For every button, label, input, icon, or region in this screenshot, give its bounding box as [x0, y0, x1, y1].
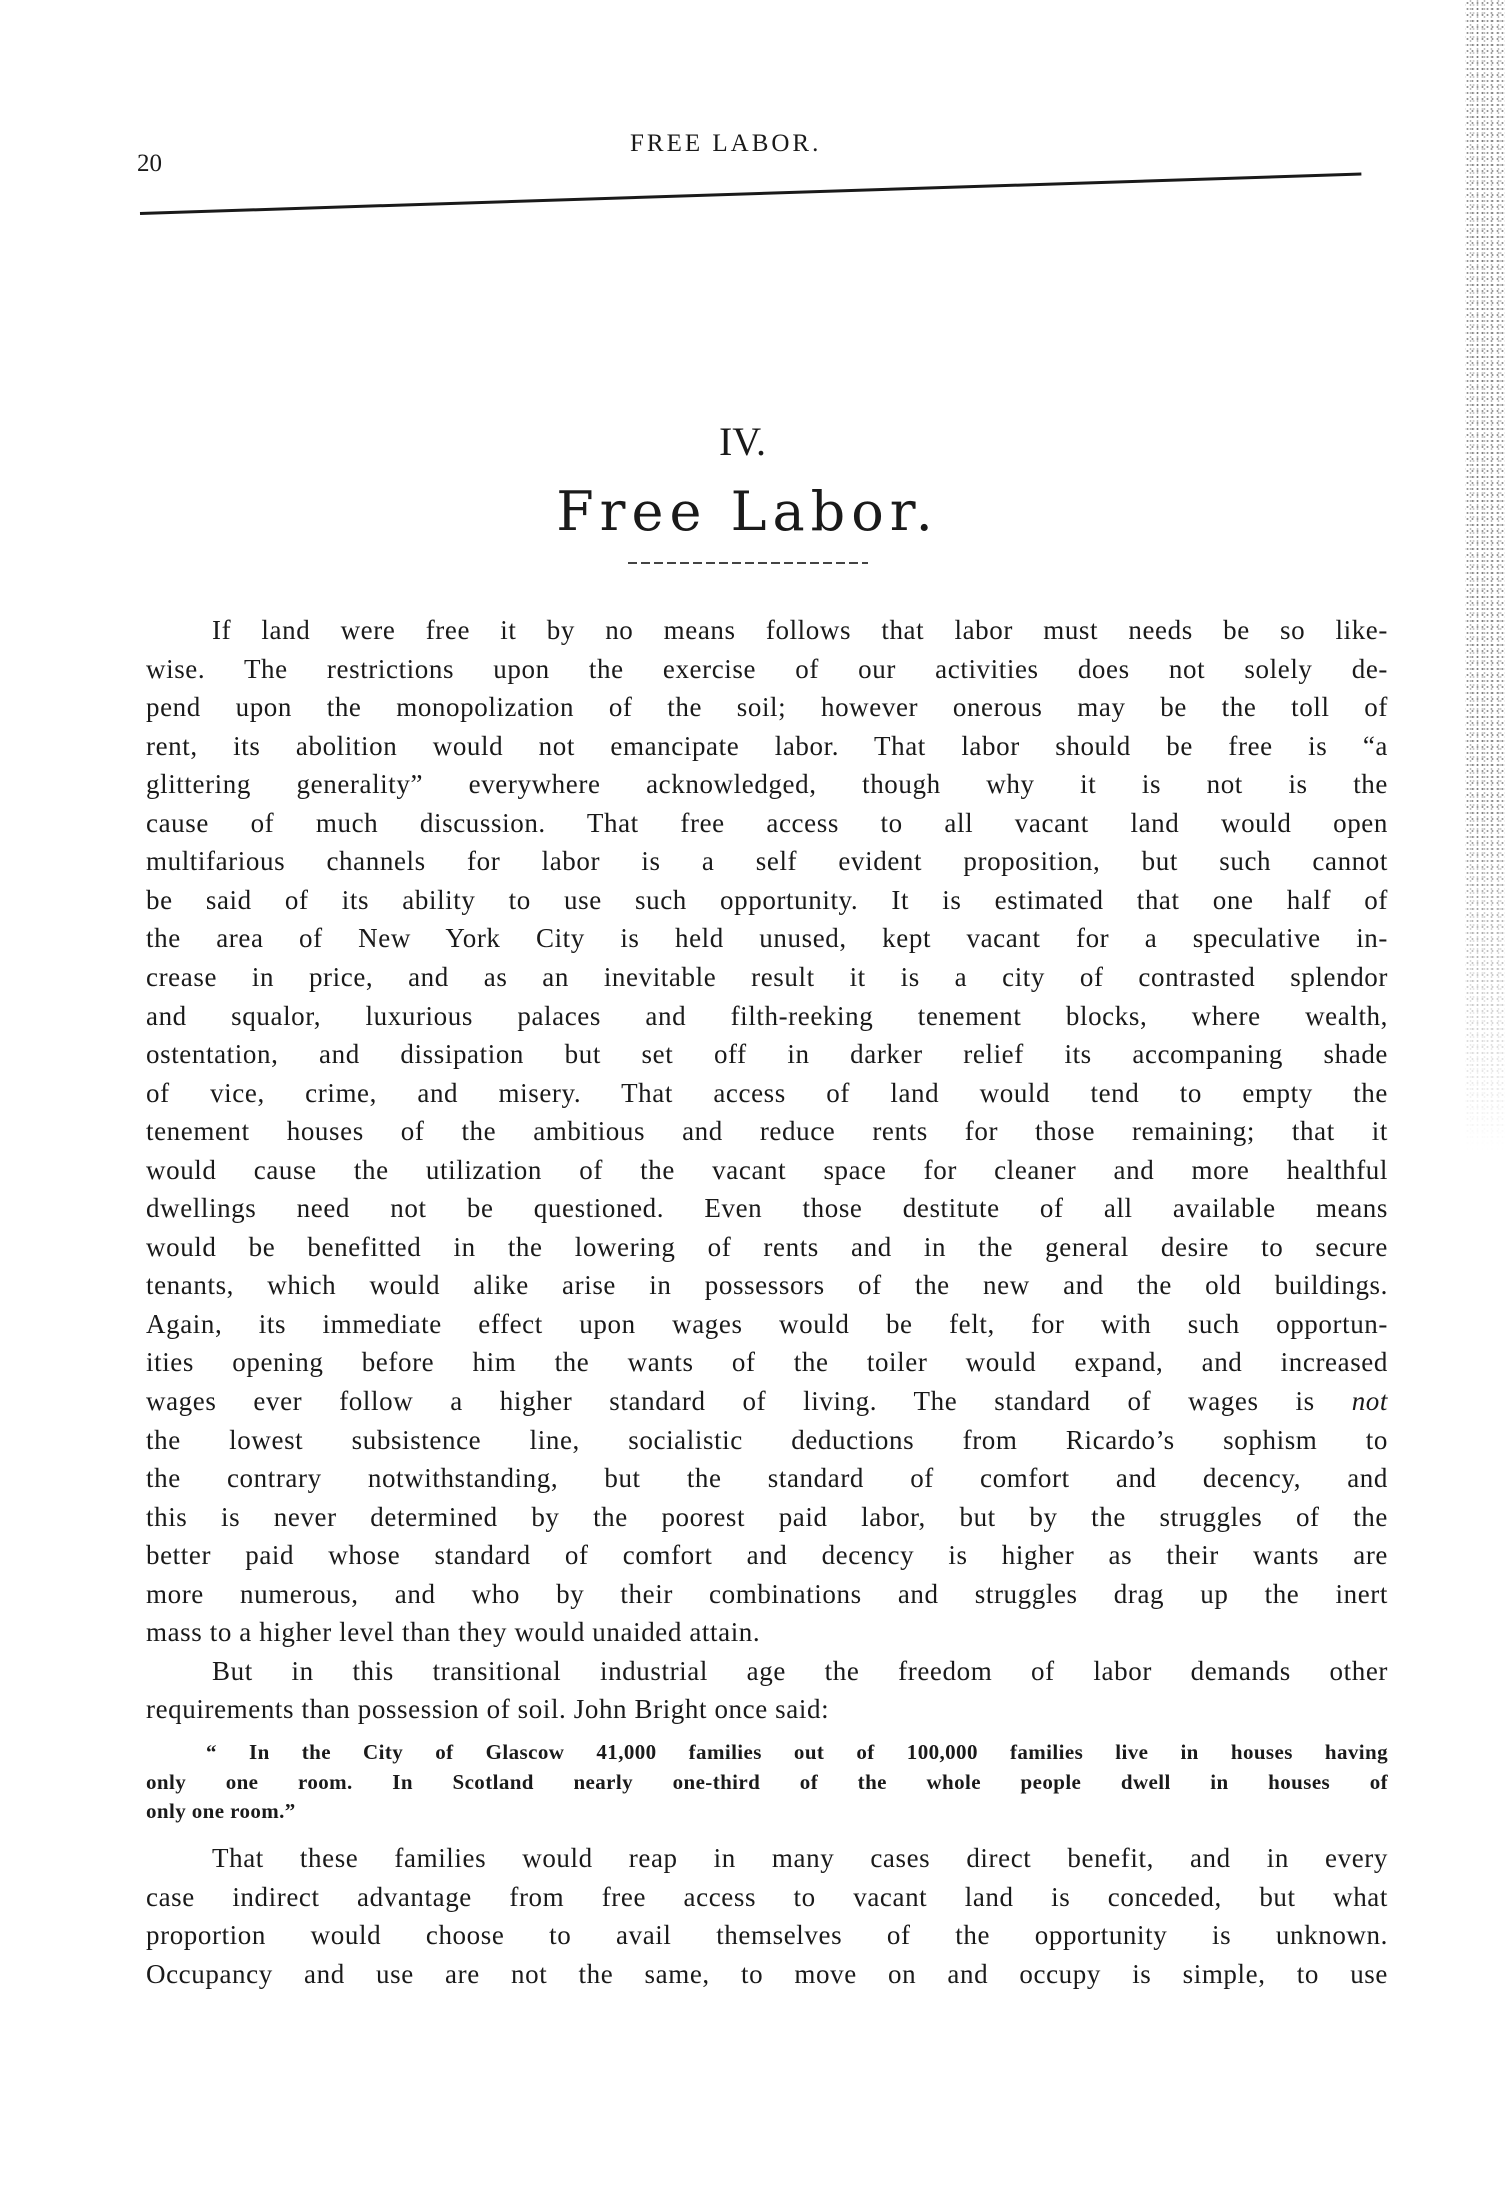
body-line: If land were free it by no means follows that labor must needs be so like- [212, 615, 1388, 645]
body-line: multifarious channels for labor is a self evident proposition, but such cannot [146, 846, 1388, 877]
body-line: But in this transitional industrial age the freedom of labor demands other [212, 1655, 1388, 1686]
body-line: dwellings need not be questioned. Even those destitute of all available means [146, 1193, 1388, 1224]
body-line: crease in price, and as an inevitable result it is a city of contrasted splendor [146, 961, 1388, 992]
body-line: the lowest subsistence line, socialistic deductions from Ricardo’s sophism to [146, 1424, 1388, 1455]
body-line: Occupancy and use are not the same, to move on and occupy is simple, to use [146, 1958, 1388, 1989]
body-line: of vice, crime, and misery. That access of land would tend to empty the [146, 1077, 1388, 1108]
running-title: FREE LABOR. [630, 130, 822, 157]
body-line: mass to a higher level than they would unaided attain. [146, 1617, 761, 1648]
body-line: the contrary notwithstanding, but the standard of comfort and decency, and [146, 1463, 1388, 1494]
body-line: pend upon the monopolization of the soil; however onerous may be the toll of [146, 692, 1388, 723]
body-line: proportion would choose to avail themselves of the opportunity is unknown. [146, 1920, 1388, 1950]
body-line: would be benefitted in the lowering of rents and in the general desire to secure [146, 1231, 1388, 1262]
body-line: requirements than possession of soil. John Bright once said: [146, 1694, 830, 1725]
emphasis-not: not [1351, 1386, 1388, 1416]
body-line: better paid whose standard of comfort and decency is higher as their wants are [146, 1540, 1388, 1571]
body-line: this is never determined by the poorest paid labor, but by the struggles of the [146, 1501, 1388, 1532]
chapter-number: IV. [718, 419, 767, 464]
body-line: and squalor, luxurious palaces and filth-reeking tenement blocks, where wealth, [146, 1000, 1388, 1031]
chapter-title: Free Labor. [556, 480, 939, 543]
body-line: Again, its immediate effect upon wages would be felt, for with such opportun- [146, 1308, 1388, 1339]
body-line: wise. The restrictions upon the exercise of our activities does not solely de- [146, 653, 1388, 684]
body-line: cause of much discussion. That free access to all vacant land would open [146, 807, 1388, 838]
body-line: tenants, which would alike arise in possessors of the new and the old buildings. [146, 1270, 1388, 1301]
body-line: be said of its ability to use such opportunity. It is estimated that one half of [146, 884, 1388, 915]
body-line: That these families would reap in many cases direct benefit, and in every [212, 1843, 1388, 1873]
body-line: glittering generality” everywhere acknowledged, though why it is not is the [146, 769, 1388, 800]
body-line: the area of New York City is held unused, kept vacant for a speculative in- [146, 923, 1388, 954]
body-line: case indirect advantage from free access to vacant land is conceded, but what [146, 1881, 1388, 1912]
page-number: 20 [137, 150, 162, 177]
title-separator [628, 562, 868, 564]
quote-line: only one room.” [146, 1799, 296, 1823]
body-line: ostentation, and dissipation but set off in darker relief its accompaning shade [146, 1039, 1388, 1070]
quote-line: “ In the City of Glascow 41,000 families out of 100,000 families live in houses having [206, 1740, 1388, 1764]
body-line: would cause the utilization of the vacant space for cleaner and more healthful [146, 1154, 1388, 1185]
quote-line: only one room. In Scotland nearly one-third of the whole people dwell in houses of [146, 1769, 1388, 1794]
body-line: more numerous, and who by their combinations and struggles drag up the inert [146, 1578, 1388, 1609]
body-line: wages ever follow a higher standard of living. The standard of wages is not [146, 1386, 1388, 1416]
body-line: tenement houses of the ambitious and reduce rents for those remaining; that it [146, 1116, 1388, 1147]
header-rule [140, 173, 1361, 215]
body-line: ities opening before him the wants of the toiler would expand, and increased [146, 1347, 1388, 1378]
scan-edge-texture [1465, 0, 1505, 1150]
body-line: rent, its abolition would not emancipate labor. That labor should be free is “a [146, 730, 1388, 761]
